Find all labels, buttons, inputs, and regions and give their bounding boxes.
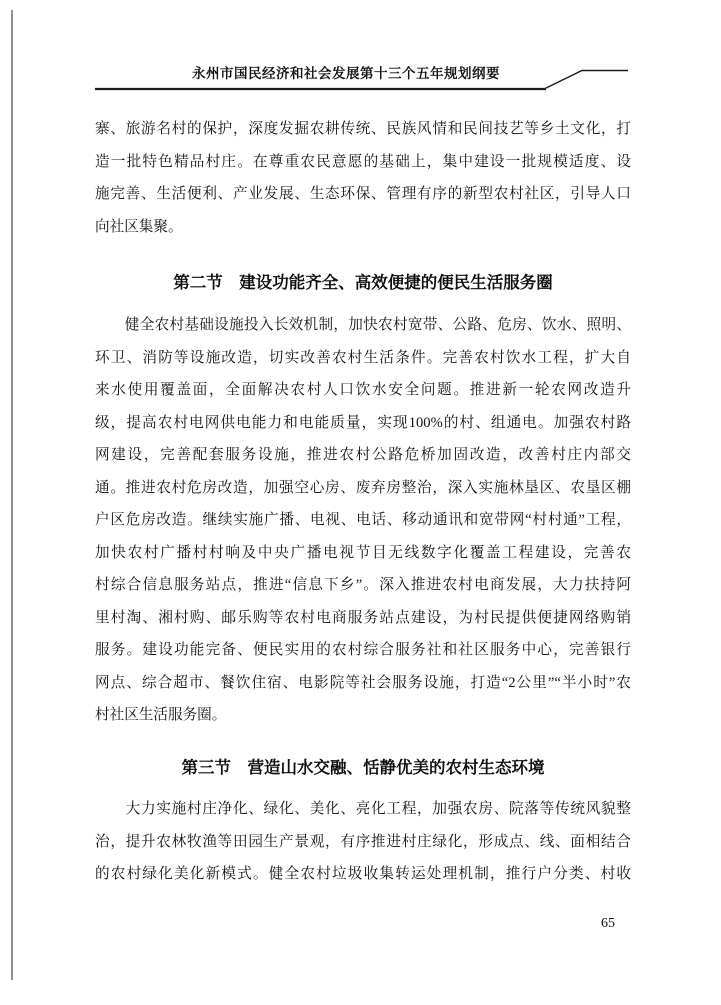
text-line: 村社区生活服务圈。 [95, 707, 227, 723]
text-line: 向社区集聚。 [95, 218, 183, 235]
text-line: 治，提升农林牧渔等田园生产景观，有序推进村庄绿化，形成点、线、面相结合 [95, 833, 631, 850]
text-line: 村综合信息服务站点，推进“信息下乡”。深入推进农村电商发展，大力扶持阿 [95, 577, 631, 593]
section-heading-3: 第三节 营造山水交融、恬静优美的农村生态环境 [181, 759, 545, 777]
running-header-title: 永州市国民经济和社会发展第十三个五年规划纲要 [192, 66, 500, 81]
text-line: 健全农村基础设施投入长效机制，加快农村宽带、公路、危房、饮水、照明、 [95, 317, 631, 333]
section-heading-2: 第二节 建设功能齐全、高效便捷的便民生活服务圈 [173, 274, 553, 292]
text-line: 网建设，完善配套服务设施，推进农村公路危桥加固改造，改善村庄内部交 [95, 447, 631, 463]
text-line: 造一批特色精品村庄。在尊重农民意愿的基础上，集中建设一批规模适度、设 [95, 153, 631, 170]
text-line: 的农村绿化美化新模式。健全农村垃圾收集转运处理机制，推行户分类、村收 [95, 866, 631, 882]
text-line: 网点、综合超市、餐饮住宿、电影院等社会服务设施，打造“2公里”“半小时”农 [95, 674, 631, 691]
text-line: 寨、旅游名村的保护，深度发掘农耕传统、民族风情和民间技艺等乡土文化，打 [95, 121, 631, 137]
text-line: 级，提高农村电网供电能力和电能质量，实现100%的村、组通电。加强农村路 [95, 414, 631, 431]
text-line: 大力实施村庄净化、绿化、美化、亮化工程，加强农房、院落等传统风貌整 [95, 801, 631, 817]
text-line: 户区危房改造。继续实施广播、电视、电话、移动通讯和宽带网“村村通”工程， [95, 512, 631, 528]
text-line: 服务。建设功能完备、便民实用的农村综合服务社和社区服务中心，完善银行 [95, 642, 631, 658]
text-line: 环卫、消防等设施改造，切实改善农村生活条件。完善农村饮水工程，扩大自 [95, 349, 631, 366]
text-line: 施完善、生活便利、产业发展、生态环保、管理有序的新型农村社区，引导人口 [95, 186, 631, 202]
header-rule [95, 54, 631, 96]
text-line: 加快农村广播村村响及中央广播电视节目无线数字化覆盖工程建设，完善农 [95, 544, 631, 561]
text-line: 来水使用覆盖面，全面解决农村人口饮水安全问题。推进新一轮农网改造升 [95, 382, 631, 398]
paragraph-section2 [95, 309, 631, 732]
paragraph-section3 [95, 793, 631, 891]
text-line: 里村淘、湘村购、邮乐购等农村电商服务站点建设，为村民提供便捷网络购销 [95, 609, 631, 626]
text-line: 通。推进农村危房改造，加强空心房、废弃房整治，深入实施林垦区、农垦区棚 [95, 479, 631, 496]
paragraph-intro [95, 113, 631, 243]
page-number: 65 [601, 916, 615, 931]
page-edge-line [11, 10, 13, 980]
